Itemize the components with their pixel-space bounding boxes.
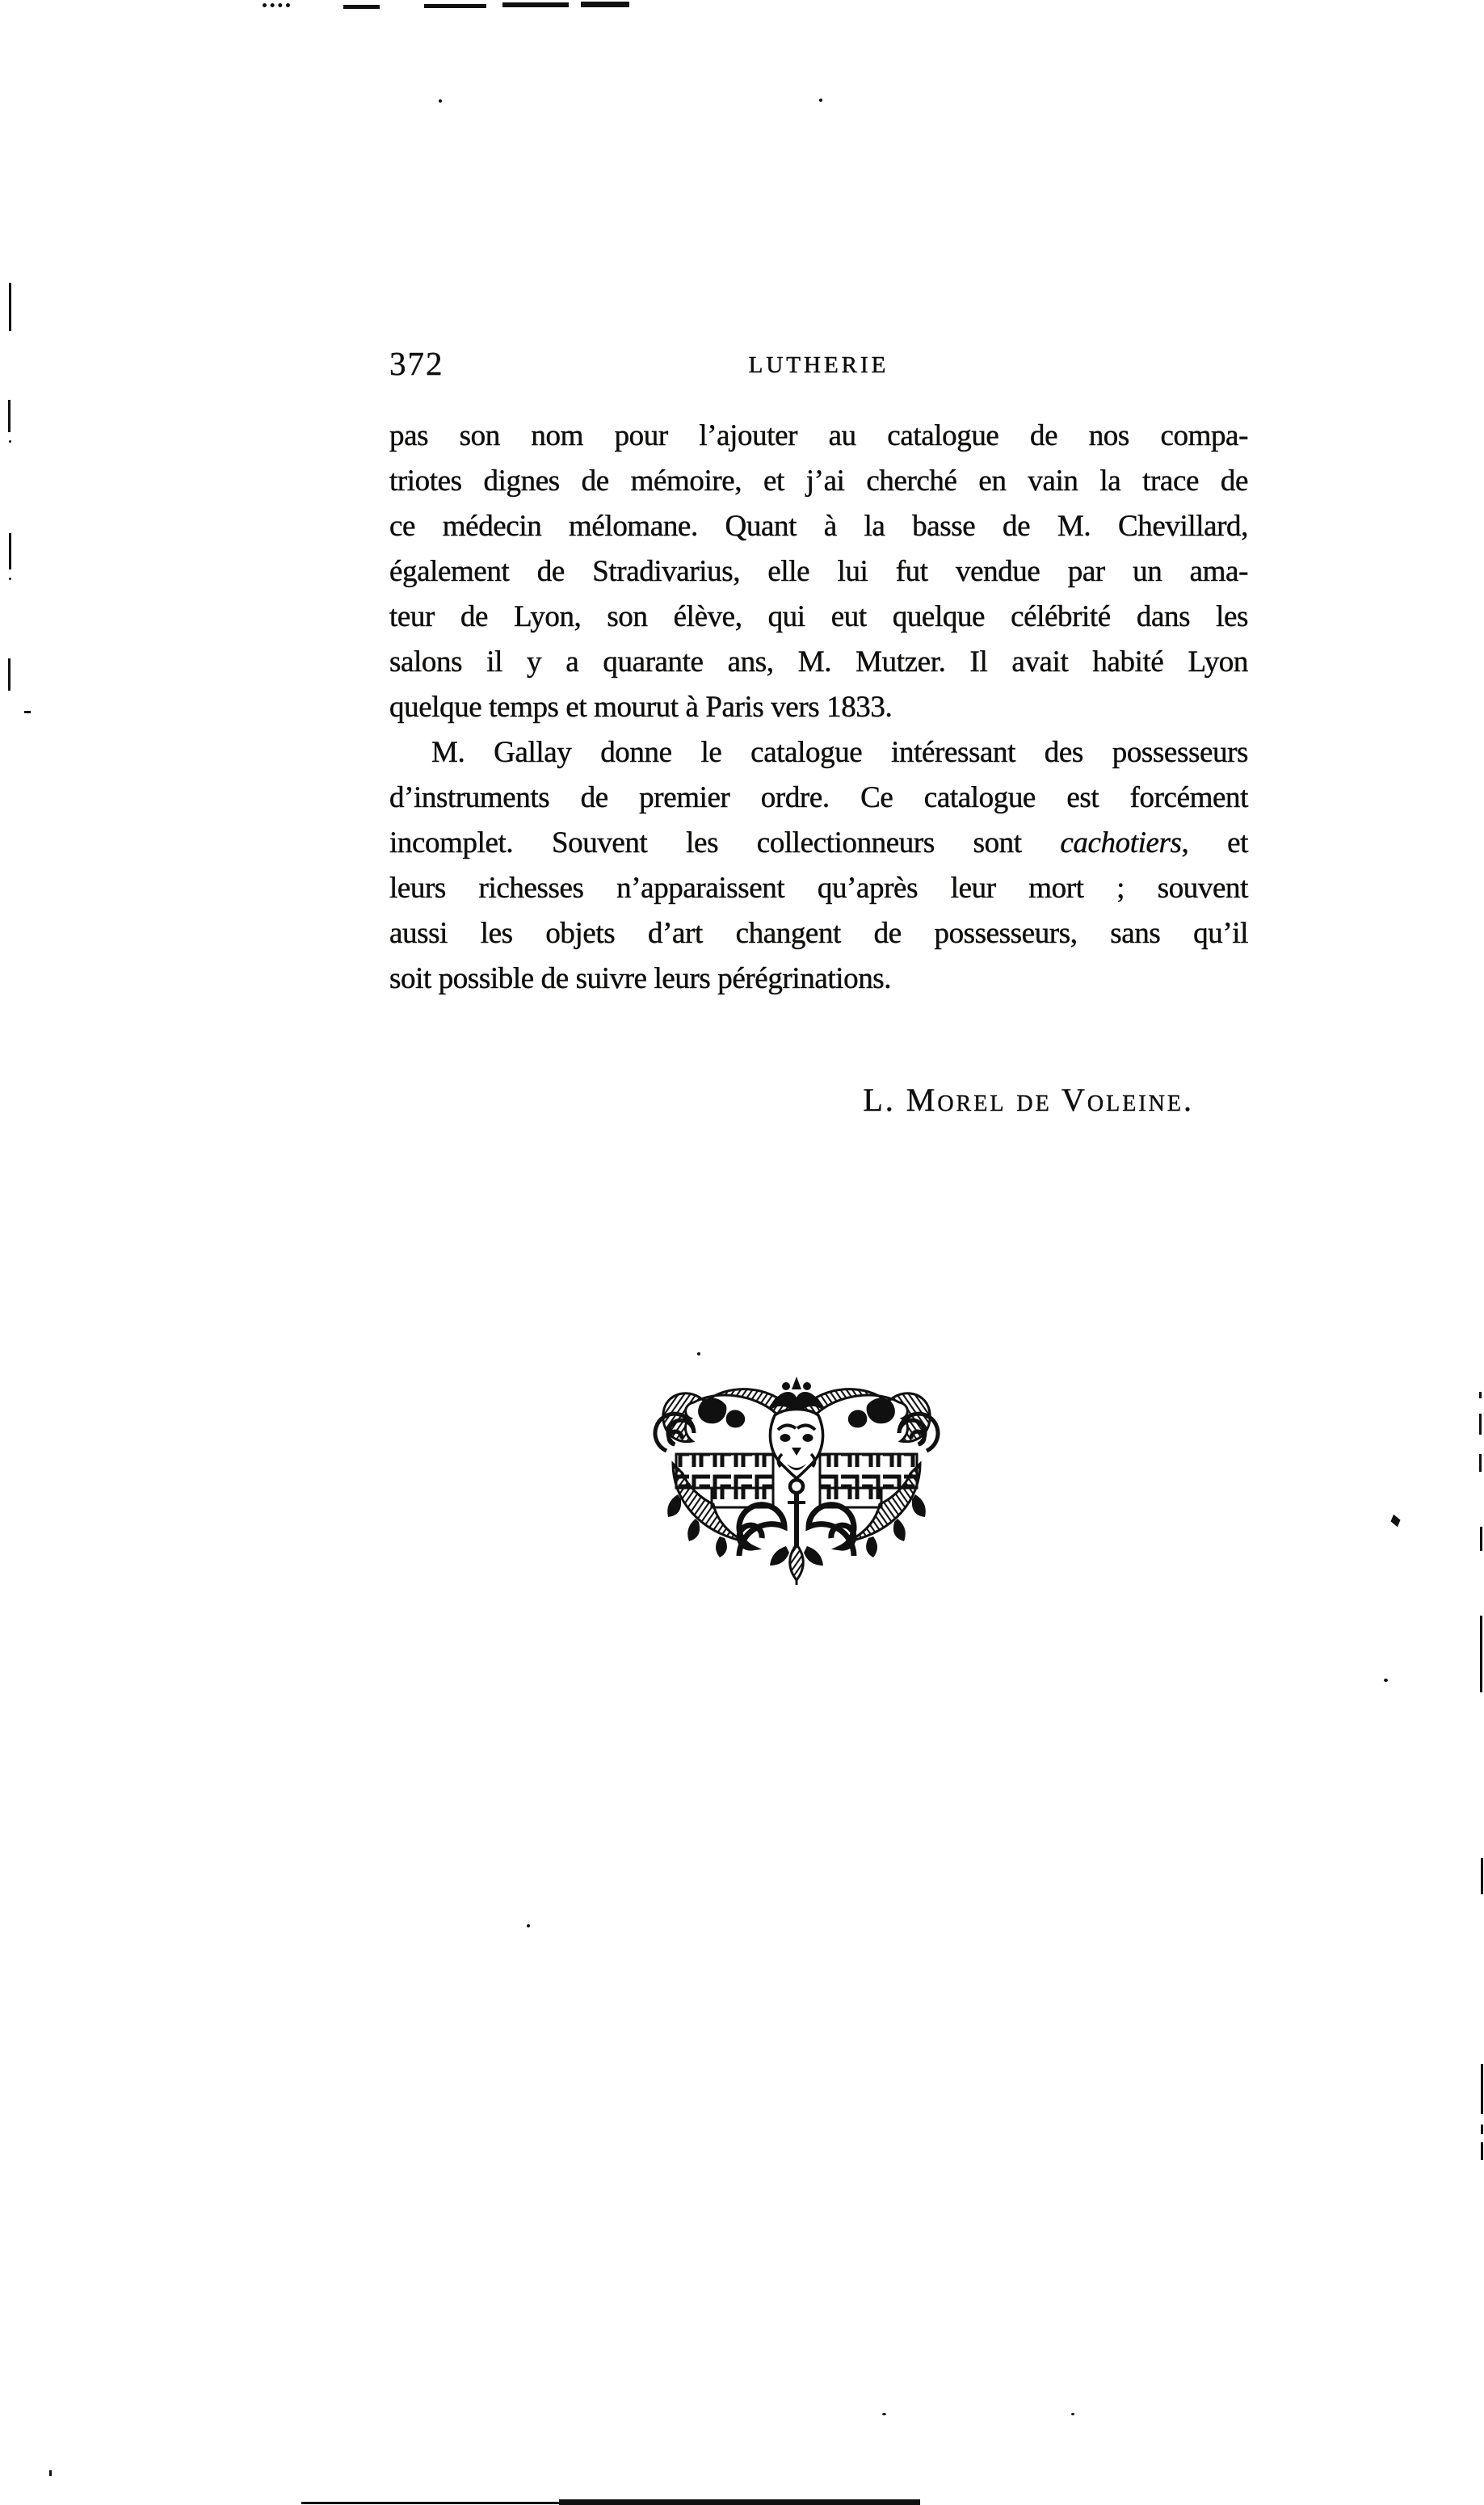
scan-speck: [24, 711, 31, 713]
scan-speck: [1480, 1527, 1482, 1551]
scan-speck: [1071, 2413, 1074, 2415]
scan-speck: [882, 2413, 886, 2415]
text-line: quelque temps et mourut à Paris vers 1833.: [389, 691, 893, 724]
scan-speck: [1481, 2142, 1483, 2160]
scan-speck: [1479, 1414, 1482, 1435]
text-line: [389, 821, 1248, 866]
running-header: LUTHERIE: [748, 352, 889, 378]
scan-speck: [263, 3, 290, 7]
tailpiece-vignette-icon: [649, 1373, 944, 1585]
text-run: , et: [1181, 826, 1249, 860]
scan-speck: [1481, 2125, 1483, 2134]
page-header: [389, 344, 1248, 385]
scan-speck: [9, 283, 11, 331]
scan-speck: [1479, 1392, 1482, 1398]
text-line: M. Gallay donne le catalogue intéressant des possesseurs: [431, 736, 1248, 769]
scan-speck: [343, 5, 380, 9]
scan-speck: [9, 440, 11, 443]
scan-speck: [1479, 1454, 1482, 1472]
scan-speck: [49, 2470, 52, 2476]
italic-word: cachotiers: [1060, 826, 1182, 860]
scan-speck: [1481, 2064, 1483, 2114]
scan-edge-bar: [301, 2502, 561, 2504]
text-line: soit possible de suivre leurs pérégrinations.: [389, 962, 892, 995]
text-line: salons il y a quarante ans, M. Mutzer. Il avait habité Lyon: [389, 645, 1248, 679]
page-number: 372: [389, 345, 444, 382]
scan-speck: [9, 578, 11, 580]
scan-speck: [819, 99, 822, 102]
text-line: d’instruments de premier ordre. Ce catalogue est forcément: [389, 781, 1248, 814]
scan-speck: [9, 533, 11, 570]
author-signature: L. Morel de Voleine.: [863, 1082, 1194, 1118]
text-line: aussi les objets d’art changent de possesseurs, sans qu’il: [389, 917, 1248, 950]
scan-speck: [1480, 1616, 1482, 1692]
body-text: [389, 414, 1248, 1002]
text-line: ce médecin mélomane. Quant à la basse de M. Chevillard,: [389, 510, 1248, 543]
scan-speck: [1384, 1679, 1388, 1682]
scan-speck: [1481, 1858, 1483, 1894]
scan-edge-bar: [559, 2499, 920, 2505]
scan-speck: [424, 4, 486, 8]
scan-speck: [8, 400, 11, 432]
text-line: leurs richesses n’apparaissent qu’après leur mort ; souvent: [389, 872, 1248, 905]
text-line: également de Stradivarius, elle lui fut vendue par un ama-: [389, 555, 1248, 588]
scan-speck: [502, 2, 569, 7]
text-run: incomplet. Souvent les collectionneurs sont: [389, 826, 1061, 860]
scan-speck: [697, 1352, 700, 1355]
scan-speck: [8, 658, 11, 691]
text-line: pas son nom pour l’ajouter au catalogue de nos compa-: [389, 419, 1248, 452]
scan-speck: [439, 99, 442, 103]
scan-speck: [527, 1924, 530, 1927]
ink-blot-speck: [1391, 1515, 1401, 1528]
text-line: teur de Lyon, son élève, qui eut quelque célébrité dans les: [389, 600, 1248, 633]
text-line: triotes dignes de mémoire, et j’ai cherché en vain la trace de: [389, 464, 1248, 498]
scan-speck: [581, 2, 629, 7]
